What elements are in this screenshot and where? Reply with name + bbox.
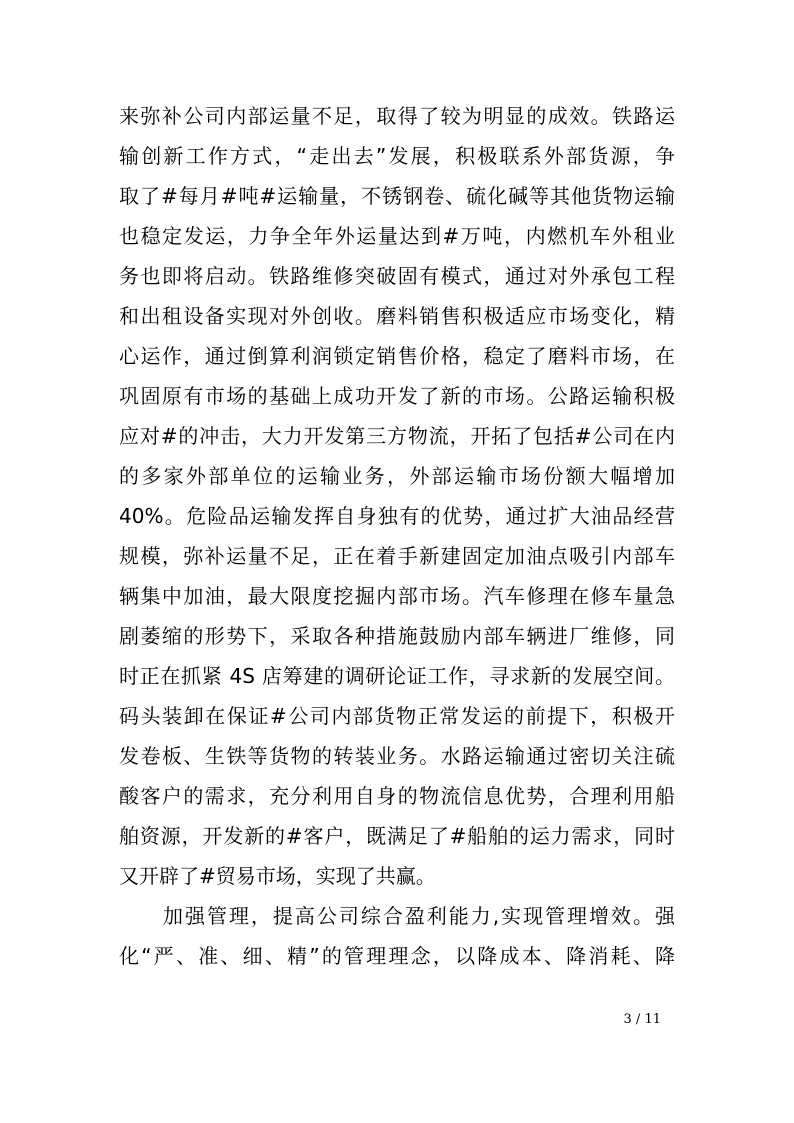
- text-line: 规模，弥补运量不足，正在着手新建固定加油点吸引内部车: [119, 544, 675, 568]
- text-line: 和出租设备实现对外创收。磨料销售积极适应市场变化，精: [119, 304, 675, 328]
- text-line: 应对#的冲击，大力开发第三方物流，开拓了包括#公司在内: [119, 424, 675, 448]
- text-line: 也稳定发运，力争全年外运量达到#万吨，内燃机车外租业: [119, 224, 675, 248]
- text-line: 取了#每月#吨#运输量，不锈钢卷、硫化碱等其他货物运输: [119, 184, 675, 208]
- text-line: 40%。危险品运输发挥自身独有的优势，通过扩大油品经营: [119, 504, 675, 528]
- text-line: 来弥补公司内部运量不足，取得了较为明显的成效。铁路运: [119, 104, 675, 128]
- text-line: 码头装卸在保证#公司内部货物正常发运的前提下，积极开: [119, 704, 675, 728]
- text-line: 的多家外部单位的运输业务，外部运输市场份额大幅增加: [119, 464, 675, 488]
- text-line: 辆集中加油，最大限度挖掘内部市场。汽车修理在修车量急: [119, 584, 675, 608]
- text-line: 巩固原有市场的基础上成功开发了新的市场。公路运输积极: [119, 384, 675, 408]
- page-number: 3 / 11: [623, 1012, 661, 1027]
- text-line: 加强管理，提高公司综合盈利能力,实现管理增效。强: [163, 904, 675, 928]
- text-line: 时正在抓紧 4S 店筹建的调研论证工作，寻求新的发展空间。: [119, 664, 675, 688]
- text-line: 输创新工作方式，“走出去”发展，积极联系外部货源，争: [119, 144, 675, 168]
- text-line: 酸客户的需求，充分利用自身的物流信息优势，合理利用船: [119, 784, 675, 808]
- text-line: 化“严、准、细、精”的管理理念，以降成本、降消耗、降: [119, 944, 675, 968]
- body-text: [119, 96, 675, 976]
- text-line: 又开辟了#贸易市场，实现了共赢。: [119, 864, 436, 888]
- text-line: 心运作，通过倒算利润锁定销售价格，稳定了磨料市场，在: [119, 344, 675, 368]
- text-line: 务也即将启动。铁路维修突破固有模式，通过对外承包工程: [119, 264, 675, 288]
- text-line: 剧萎缩的形势下，采取各种措施鼓励内部车辆进厂维修，同: [119, 624, 675, 648]
- text-line: 舶资源，开发新的#客户，既满足了#船舶的运力需求，同时: [119, 824, 675, 848]
- text-line: 发卷板、生铁等货物的转装业务。水路运输通过密切关注硫: [119, 744, 675, 768]
